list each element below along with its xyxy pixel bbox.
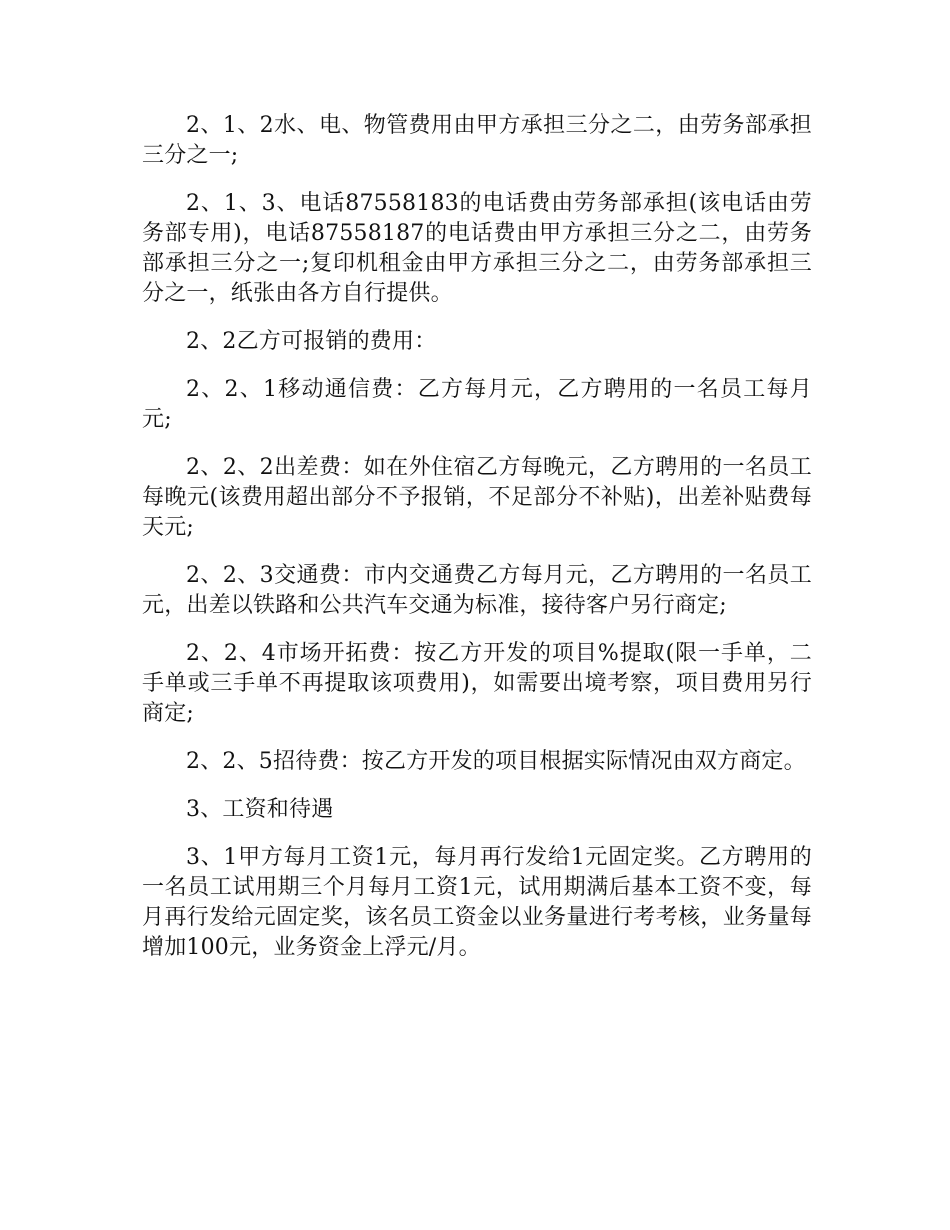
paragraph-2-2-1: 2、2、1移动通信费：乙方每月元，乙方聘用的一名员工每月元; — [142, 377, 812, 432]
section-heading-3: 3、工资和待遇 — [186, 797, 334, 822]
paragraph-2-2-5: 2、2、5招待费：按乙方开发的项目根据实际情况由双方商定。 — [186, 749, 806, 774]
document-body — [142, 111, 812, 981]
paragraph-2-1-2: 2、1、2水、电、物管费用由甲方承担三分之二，由劳务部承担三分之一; — [142, 113, 812, 168]
paragraph-3-1: 3、1甲方每月工资1元，每月再行发给1元固定奖。乙方聘用的一名员工试用期三个月每月工资1元，试用期满后基本工资不变，每月再行发给元固定奖，该名员工资金以业务量进行考考核，业务量每增加100元，业务资金上浮元/月。 — [142, 845, 812, 960]
paragraph-2-2: 2、2乙方可报销的费用： — [186, 329, 437, 354]
paragraph-2-1-3: 2、1、3、电话87558183的电话费由劳务部承担(该电话由劳务部专用)，电话87558187的电话费由甲方承担三分之二，由劳务部承担三分之一;复印机租金由甲方承担三分之二，由劳务部承担三分之一，纸张由各方自行提供。 — [142, 191, 812, 306]
paragraph-2-2-3: 2、2、3交通费：市内交通费乙方每月元，乙方聘用的一名员工元，出差以铁路和公共汽车交通为标准，接待客户另行商定; — [142, 563, 812, 618]
paragraph-2-2-4: 2、2、4市场开拓费：按乙方开发的项目%提取(限一手单，二手单或三手单不再提取该项费用)，如需要出境考察，项目费用另行商定; — [142, 641, 812, 726]
paragraph-2-2-2: 2、2、2出差费：如在外住宿乙方每晚元，乙方聘用的一名员工每晚元(该费用超出部分不予报销，不足部分不补贴)，出差补贴费每天元; — [142, 455, 812, 540]
